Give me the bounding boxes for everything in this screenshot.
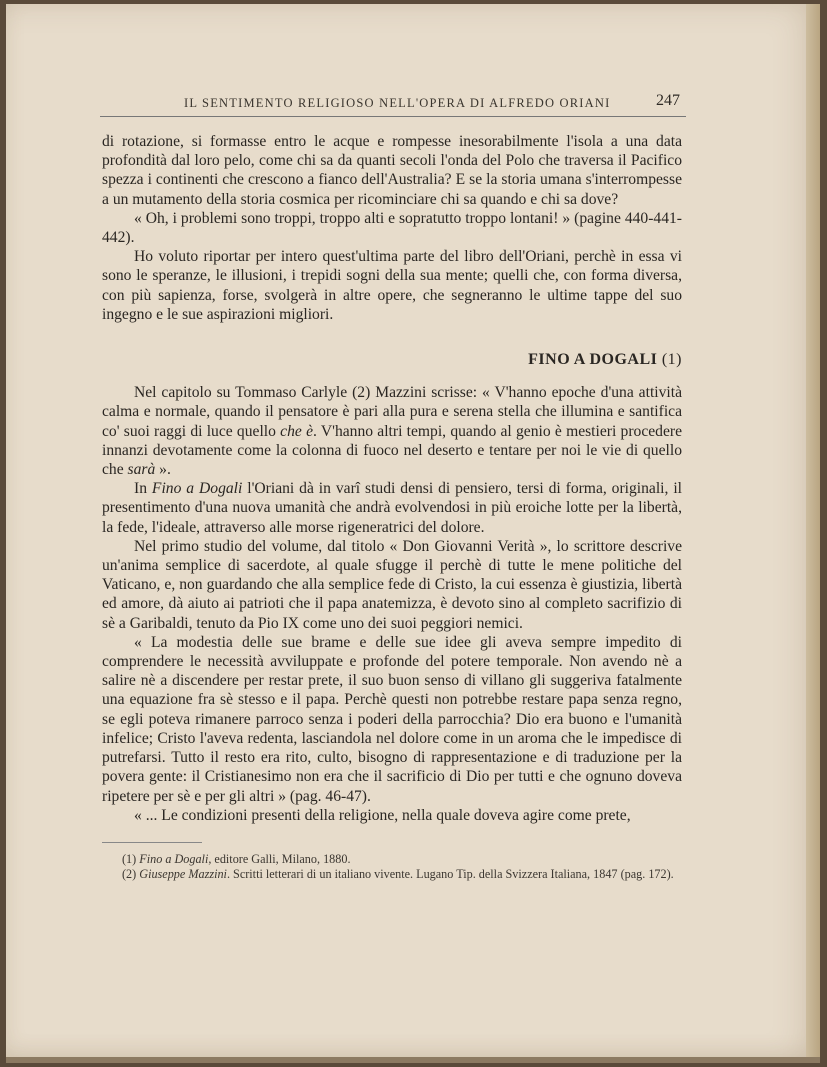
paragraph-4-text-c: ». [155, 461, 171, 479]
footnote-1 [102, 852, 682, 867]
paragraph-4-text-a: Nel capitolo su Tommaso Carlyle (2) Mazzini scrisse: « V'hanno epoche d'una attività calma e normale, quando il pensatore è pari alla pura e serena stella che illumina e santifica co' suoi raggi di luce quello [102, 384, 682, 440]
page-number: 247 [656, 92, 680, 109]
paragraph-6: Nel primo studio del volume, dal titolo « Don Giovanni Verità », lo scrittore descrive un'anima semplice di sacerdote, al quale sfugge il perchè di tutte le mene politiche del Vaticano, e, non guardando che alla semplice fede di Cristo, la cui essenza è giustizia, libertà ed amore, dà aiuto ai patrioti che il papa anatemizza, è devoto sino al completo sacrifizio di sè a Garibaldi, tenuto da Pio IX come uno dei suoi peggiori nemici. [102, 537, 682, 632]
footnote-2-text: . Scritti letterari di un italiano vivente. Lugano Tip. della Svizzera Italiana, 1847 (pag. 172). [226, 867, 674, 881]
footnote-divider [102, 842, 202, 843]
book-page [6, 4, 820, 1063]
footnote-1-title: Fino a Dogali [139, 852, 209, 866]
section-title: FINO A DOGALI [528, 351, 658, 369]
footnotes [102, 852, 682, 882]
paragraph-4-text-b: . V'hanno altri tempi, quando al genio è mestieri procedere innanzi devotamente come la colonna di fuoco nel deserto e tentare per noi le vie di quello che [102, 422, 683, 479]
paragraph-2: « Oh, i problemi sono troppi, troppo alti e sopratutto troppo lontani! » (pagine 440-441-442). [102, 209, 682, 247]
paragraph-5-book-title: Fino a Dogali [151, 480, 243, 498]
footnote-2 [102, 867, 682, 882]
page-bottom-edge [6, 1057, 820, 1063]
paragraph-3: Ho voluto riportar per intero quest'ultima parte del libro dell'Oriani, perchè in essa vi sono le speranze, le illusioni, i trepidi sogni della sua mente; quelli che, con forma diversa, con più sapienza, forse, svolgerà in altre opere, che segneranno le ultime tappe del suo ingegno e le sue aspirazioni migliori. [102, 248, 682, 323]
body-text [102, 132, 682, 825]
running-title: IL SENTIMENTO RELIGIOSO NELL'OPERA DI ALFREDO ORIANI [184, 96, 611, 110]
paragraph-7: « La modestia delle sue brame e delle sue idee gli aveva sempre impedito di comprendere le necessità avviluppate e profonde del potere temporale. Non avendo nè a salire nè a discendere per restar prete, il suo buon senso di villano gli suggeriva fatalmente una equazione fra sè stesso e il papa. Perchè questi non potrebbe restare papa senza regno, se egli poteva rimanere parroco senza i poderi della parrocchia? Dio era buono e l'umanità infelice; Cristo l'aveva redenta, lasciandola nel dolore come in un aroma che le impedisce di putrefarsi. Tutto il resto era rito, culto, bisogno di rappresentazione e di traduzione per la povera gente: il Cristianesimo non era che il sacrificio di Dio per tutti e che ognuno doveva ripetere per sè e per gli altri » (pag. 46-47). [102, 633, 682, 805]
page-edge-shadow [806, 4, 820, 1063]
section-footnote-ref: (1) [661, 351, 682, 369]
paragraph-8: « ... Le condizioni presenti della religione, nella quale doveva agire come prete, [134, 806, 631, 824]
paragraph-4-italic-b: sarà [127, 461, 156, 479]
section-heading [102, 350, 682, 369]
footnote-1-number: (1) [122, 852, 140, 866]
paragraph-5-text-b: l'Oriani dà in varî studi densi di pensiero, tersi di forma, originali, il presentimento d'una nuova umanità che andrà evolvendosi in più eroiche lotte per la libertà, la fede, l'ideale, attraverso alle morse rigeneratrici del dolore. [102, 480, 683, 536]
paragraph-1: di rotazione, si formasse entro le acque e rompesse inesorabilmente l'isola a una data profondità dal loro pelo, come chi sa da quanti secoli l'onda del Polo che traversa il Pacifico spezza i continenti che crescono a fianco dell'Australia? E se la storia umana s'interrompesse a un mutamento della storia cosmica per ricominciare chi sa quando e chi sa dove? [102, 133, 682, 208]
running-header [100, 90, 686, 117]
footnote-1-text: , editore Galli, Milano, 1880. [208, 852, 351, 866]
paragraph-5 [102, 479, 682, 537]
footnote-2-number: (2) [122, 867, 140, 881]
paragraph-5-text-a: In [134, 480, 152, 498]
paragraph-4 [102, 383, 682, 479]
paragraph-4-italic-a: che è [280, 422, 313, 440]
footnote-2-author: Giuseppe Mazzini [139, 867, 227, 881]
